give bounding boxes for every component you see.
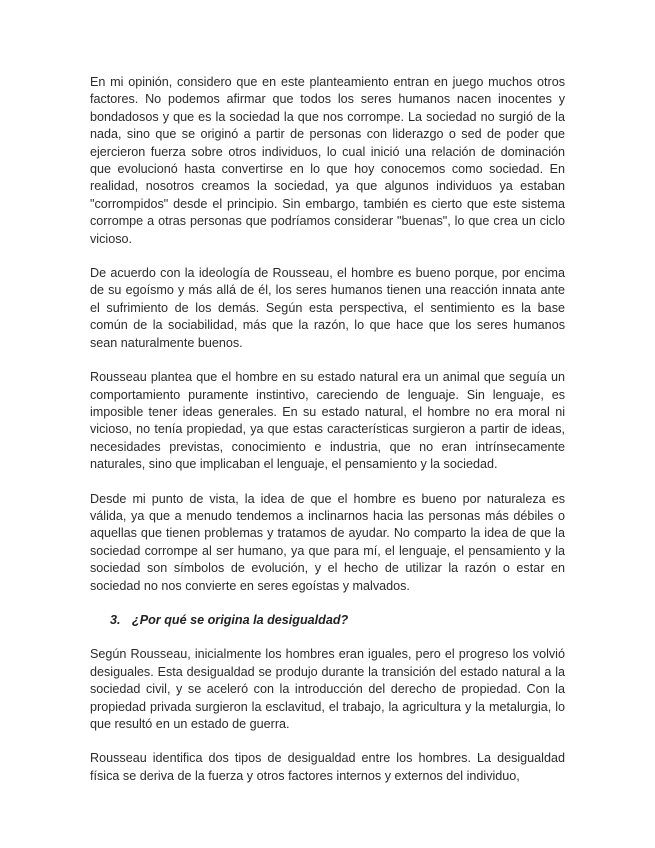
paragraph-inequality-origin: Según Rousseau, inicialmente los hombres eran iguales, pero el progreso los volvió desiguales. Esta desigualdad se produjo durante la transición del estado natural a la sociedad civil, y se aceleró con la introducción del derecho de propiedad. Con la propiedad privada surgieron la esclavitud, el trabajo, la agricultura y la metalurgia, lo que resultó en un estado de guerra.: [90, 647, 565, 731]
paragraph-opinion: En mi opinión, considero que en este planteamiento entran en juego muchos otros factores. No podemos afirmar que todos los seres humanos nacen inocentes y bondadosos y que es la sociedad la que nos corrompe. La sociedad no surgió de la nada, sino que se originó a partir de personas con liderazgo o sed de poder que ejercieron fuerza sobre otros individuos, lo cual inició una relación de dominación que evolucionó hasta convertirse en lo que hoy conocemos como sociedad. En realidad, nosotros creamos la sociedad, ya que algunos individuos ya estaban "corrompidos" desde el principio. Sin embargo, también es cierto que este sistema corrompe a otras personas que podríamos considerar "buenas", lo que crea un ciclo vicioso.: [90, 75, 565, 246]
document-page: [90, 74, 565, 802]
section-heading-text: ¿Por qué se origina la desigualdad?: [132, 612, 349, 627]
paragraph-inequality-types: Rousseau identifica dos tipos de desigualdad entre los hombres. La desigualdad física se deriva de la fuerza y otros factores internos y externos del individuo,: [90, 751, 565, 783]
section-heading: [90, 612, 565, 629]
paragraph-natural-state: Rousseau plantea que el hombre en su estado natural era un animal que seguía un comportamiento puramente instintivo, careciendo de lenguaje. Sin lenguaje, es imposible tener ideas generales. En su estado natural, el hombre no era moral ni vicioso, no tenía propiedad, ya que estas características surgieron a partir de ideas, necesidades previstas, conocimiento e industria, que no eran intrínsecamente naturales, sino que implicaban el lenguaje, el pensamiento y la sociedad.: [90, 370, 565, 472]
paragraph-rousseau-ideology: De acuerdo con la ideología de Rousseau, el hombre es bueno porque, por encima de su egoísmo y más allá de él, los seres humanos tienen una reacción innata ante el sufrimiento de los demás. Según esta perspectiva, el sentimiento es la base común de la sociabilidad, más que la razón, lo que hace que los seres humanos sean naturalmente buenos.: [90, 266, 565, 350]
section-heading-number: 3.: [110, 612, 121, 627]
paragraph-personal-view: Desde mi punto de vista, la idea de que el hombre es bueno por naturaleza es válida, ya que a menudo tendemos a inclinarnos hacia las personas más débiles o aquellas que tienen problemas y tratamos de ayudar. No comparto la idea de que la sociedad corrompe al ser humano, ya que para mí, el lenguaje, el pensamiento y la sociedad son símbolos de evolución, y el hecho de utilizar la razón o estar en sociedad no nos convierte en seres egoístas y malvados.: [90, 491, 565, 593]
